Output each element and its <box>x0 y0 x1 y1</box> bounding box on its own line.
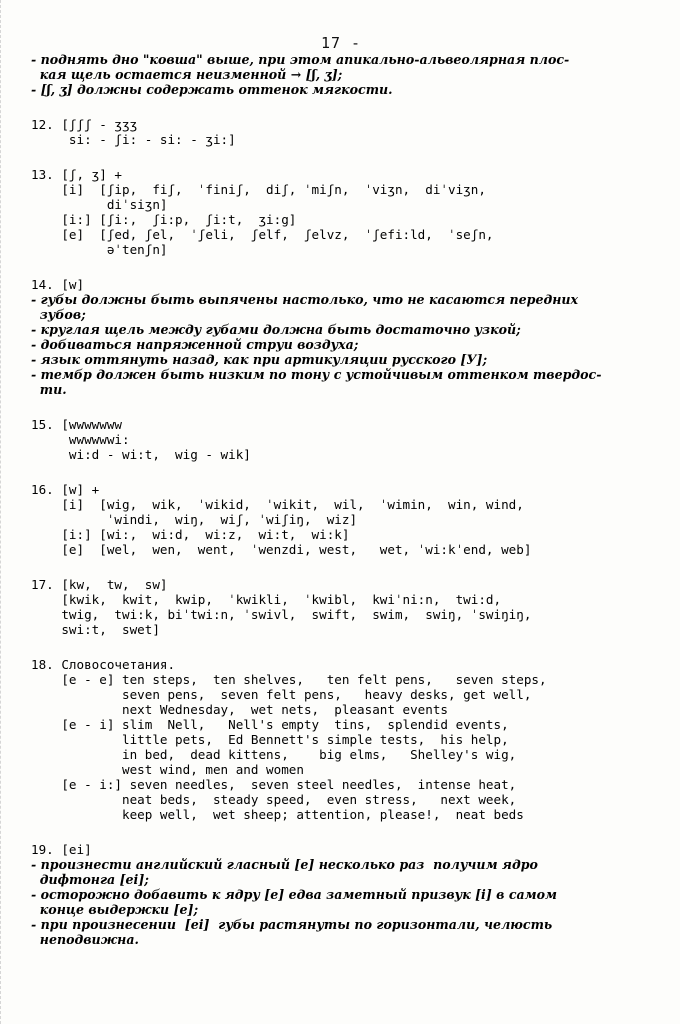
russian-text-line: - тембр должен быть низким по тону с устойчивым оттенком твердос- <box>31 367 602 382</box>
line-gap <box>31 257 656 277</box>
transcription-line: əˈtenʃn] <box>31 242 168 257</box>
transcription-line: 16. [w] + <box>31 482 100 497</box>
transcription-line: [e] [wel, wen, went, ˈwenzdi, west, wet, ˈwi:kˈend, web] <box>31 542 532 557</box>
transcription-line: [i] [wig, wik, ˈwikid, ˈwikit, wil, ˈwimin, win, wind, <box>31 497 524 512</box>
russian-text-line: - [ʃ, ʒ] должны содержать оттенок мягкости. <box>31 82 393 97</box>
line-gap <box>31 822 656 842</box>
transcription-line: neat beds, steady speed, even stress, next week, <box>31 792 517 807</box>
transcription-line: 19. [ei] <box>31 842 92 857</box>
russian-text-line: кая щель остается неизменной → [ʃ, ʒ]; <box>31 67 343 82</box>
russian-text-line: - произнести английский гласный [e] несколько раз получим ядро <box>31 857 538 872</box>
russian-text-line: - при произнесении [ei] губы растянуты по горизонтали, челюсть <box>31 917 553 932</box>
transcription-line: [e - i] slim Nell, Nell's empty tins, splendid events, <box>31 717 509 732</box>
line-gap <box>31 97 656 117</box>
transcription-line: 14. [w] <box>31 277 85 292</box>
russian-text-line: - круглая щель между губами должна быть достаточно узкой; <box>31 322 521 337</box>
transcription-line: 15. [wwwwwww <box>31 417 122 432</box>
russian-text-line: ти. <box>31 382 67 397</box>
transcription-line: twig, twi:k, biˈtwi:n, ˈswivl, swift, swim, swiŋ, ˈswiŋiŋ, <box>31 607 532 622</box>
transcription-line: wi:d - wi:t, wig - wik] <box>31 447 251 462</box>
transcription-line: next Wednesday, wet nets, pleasant events <box>31 702 449 717</box>
transcription-line: 18. Словосочетания. <box>31 657 176 672</box>
line-gap <box>31 397 656 417</box>
line-gap <box>31 557 656 577</box>
russian-text-line: дифтонга [ei]; <box>31 872 149 887</box>
transcription-line: [e - e] ten steps, ten shelves, ten felt pens, seven steps, <box>31 672 547 687</box>
transcription-line: 17. [kw, tw, sw] <box>31 577 168 592</box>
transcription-line: seven pens, seven felt pens, heavy desks, get well, <box>31 687 532 702</box>
transcription-line: west wind, men and women <box>31 762 304 777</box>
russian-text-line: - добиваться напряженной струи воздуха; <box>31 337 359 352</box>
transcription-line: keep well, wet sheep; attention, please!, neat beds <box>31 807 524 822</box>
russian-text-line: - язык оттянуть назад, как при артикуляции русского [У]; <box>31 352 488 367</box>
russian-text-line: конце выдержки [e]; <box>31 902 199 917</box>
russian-text-line: - поднять дно "ковша" выше, при этом апикально-альвеолярная плос- <box>31 52 570 67</box>
line-gap <box>31 462 656 482</box>
page-content <box>31 52 656 947</box>
russian-text-line: - губы должны быть выпячены настолько, что не касаются передних <box>31 292 579 307</box>
page-number: 17 - <box>320 34 362 52</box>
transcription-line: 13. [ʃ, ʒ] + <box>31 167 122 182</box>
transcription-line: diˈsiʒn] <box>31 197 168 212</box>
transcription-line: in bed, dead kittens, big elms, Shelley's wig, <box>31 747 517 762</box>
transcription-line: si: - ʃi: - si: - ʒi:] <box>31 132 236 147</box>
line-gap <box>31 637 656 657</box>
transcription-line: [kwik, kwit, kwip, ˈkwikli, ˈkwibl, kwiˈni:n, twi:d, <box>31 592 502 607</box>
transcription-line: [e] [ʃed, ʃel, ˈʃeli, ʃelf, ʃelvz, ˈʃefi:ld, ˈseʃn, <box>31 227 494 242</box>
transcription-line: swi:t, swet] <box>31 622 160 637</box>
russian-text-line: - осторожно добавить к ядру [e] едва заметный призвук [i] в самом <box>31 887 558 902</box>
transcription-line: little pets, Ed Bennett's simple tests, his help, <box>31 732 509 747</box>
transcription-line: [i:] [wi:, wi:d, wi:z, wi:t, wi:k] <box>31 527 350 542</box>
line-gap <box>31 147 656 167</box>
transcription-line: [i:] [ʃi:, ʃi:p, ʃi:t, ʒi:g] <box>31 212 297 227</box>
russian-text-line: зубов; <box>31 307 86 322</box>
russian-text-line: неподвижна. <box>31 932 139 947</box>
transcription-line: [e - i:] seven needles, seven steel needles, intense heat, <box>31 777 517 792</box>
transcription-line: 12. [ʃʃʃ - ʒʒʒ <box>31 117 138 132</box>
transcription-line: wwwwwwi: <box>31 432 130 447</box>
transcription-line: ˈwindi, wiŋ, wiʃ, ˈwiʃiŋ, wiz] <box>31 512 358 527</box>
transcription-line: [i] [ʃip, fiʃ, ˈfiniʃ, diʃ, ˈmiʃn, ˈviʒn, diˈviʒn, <box>31 182 486 197</box>
